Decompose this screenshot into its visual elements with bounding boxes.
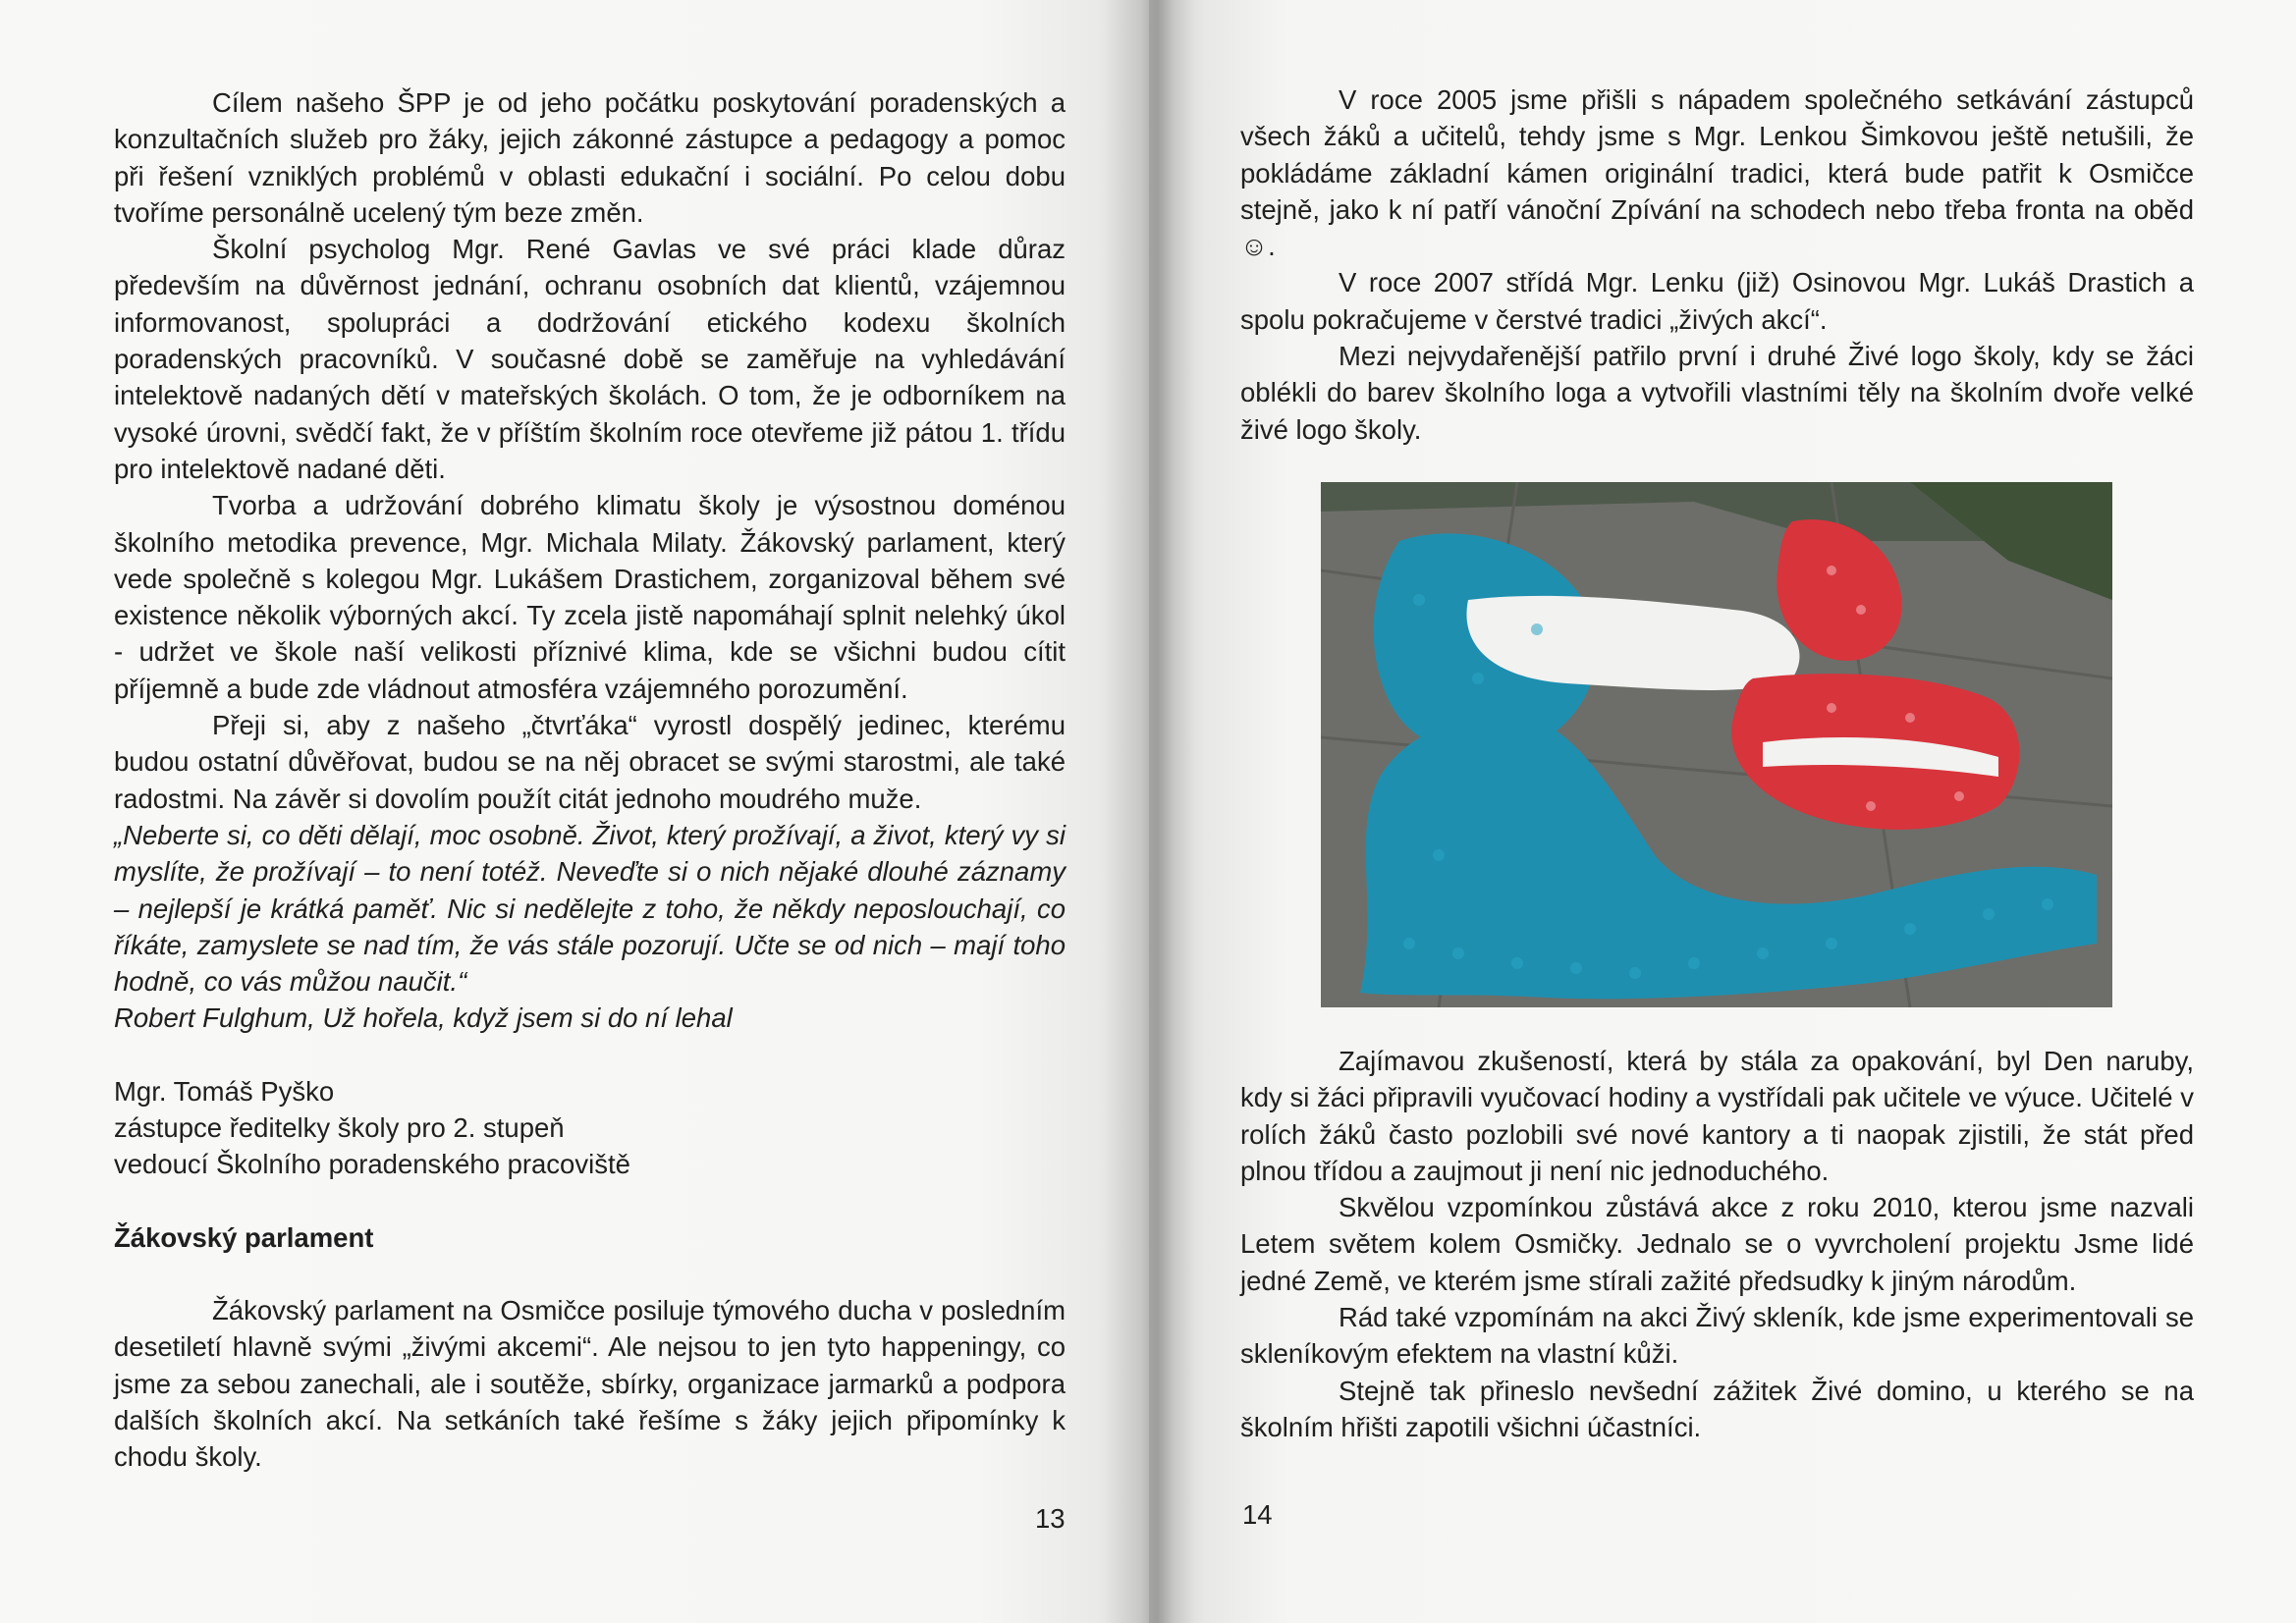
paragraph: Zajímavou zkušeností, která by stála za opakování, byl Den naruby, kdy si žáci připravili vyučovací hodiny a vystřídali pak učitele ve výuce. Učitelé v rolích žáků často pozlobili své nové kantory a ti naopak zjistili, že stát před plnou třídou a zaujmout ji není nic jednoduchého. xyxy=(1240,1046,2194,1186)
quote-source: Robert Fulghum, Už hořela, když jsem si do ní lehal xyxy=(114,1002,733,1034)
paragraph: Cílem našeho ŠPP je od jeho počátku poskytování poradenských a konzultačních služeb pro žáky, jejich zákonné zástupce a pedagogy a pomoc při řešení vzniklých problémů v oblasti edukační i sociální. Po celou dobu tvoříme personálně ucelený tým beze změn. xyxy=(114,87,1066,228)
right-page-text-top xyxy=(1240,81,2194,448)
page-number: 14 xyxy=(1242,1499,1273,1530)
paragraph: Přeji si, aby z našeho „čtvrťáka“ vyrostl dospělý jedinec, kterému budou ostatní důvěřovat, budou se na něj obracet se svými starostmi, ale také radostmi. Na závěr si dovolím použít citát jednoho moudrého muže. xyxy=(114,710,1066,814)
paragraph: Školní psycholog Mgr. René Gavlas ve své práci klade důraz především na důvěrnost jednání, ochranu osobních dat klientů, vzájemnou informovanost, spolupráci a dodržování etického kodexu školních poradenských pracovníků. V současné době se zaměřuje na vyhledávání intelektově nadaných dětí v mateřských školách. O tom, že je odborníkem na vysoké úrovni, svědčí fakt, že v příštím školním roce otevřeme již pátou 1. třídu pro intelektově nadané děti. xyxy=(114,234,1066,484)
paragraph: V roce 2005 jsme přišli s nápadem společného setkávání zástupců všech žáků a učitelů, tehdy jsme s Mgr. Lenkou Šimkovou ještě netušili, že pokládáme základní kámen originální tradici, která bude patřit k Osmičce stejně, jako k ní patří vánoční Zpívání na schodech nebo třeba fronta na oběd☺. xyxy=(1240,84,2194,262)
quote: „Neberte si, co děti dělají, moc osobně. Život, který prožívají, a život, který vy si myslíte, že prožívají – to není totéž. Neveďte si o nich nějaké dlouhé záznamy – nejlepší je krátká paměť. Nic si nedělejte z toho, že někdy neposlouchají, co říkáte, zamyslete se nad tím, že vás stále pozorují. Učte se od nich – mají toho hodně, co vás můžou naučit.“ xyxy=(114,819,1066,998)
paragraph: Mezi nejvydařenější patřilo první i druhé Živé logo školy, kdy se žáci oblékli do barev školního loga a vytvořili vlastními těly na školním dvoře velké živé logo školy. xyxy=(1240,341,2194,445)
signature-role: vedoucí Školního poradenského pracoviště xyxy=(114,1149,630,1180)
live-logo-photo xyxy=(1321,482,2112,1007)
section-heading: Žákovský parlament xyxy=(114,1221,374,1253)
paragraph: Skvělou vzpomínkou zůstává akce z roku 2010, kterou jsme nazvali Letem světem kolem Osmičky. Jednalo se o vyvrcholení projektu Jsme lidé jedné Země, ve kterém jsme stírali zažité předsudky k jiným národům. xyxy=(1240,1192,2194,1296)
left-page-text xyxy=(114,84,1066,1475)
signature-role: zástupce ředitelky školy pro 2. stupeň xyxy=(114,1112,565,1144)
paragraph: V roce 2007 střídá Mgr. Lenku (již) Osinovou Mgr. Lukáš Drastich a spolu pokračujeme v čerstvé tradici „živých akcí“. xyxy=(1240,267,2194,335)
paragraph: Stejně tak přineslo nevšední zážitek Živé domino, u kterého se na školním hřišti zapotili všichni účastníci. xyxy=(1240,1375,2194,1442)
page-number: 13 xyxy=(1035,1503,1066,1534)
paragraph: Tvorba a udržování dobrého klimatu školy je výsostnou doménou školního metodika prevence, Mgr. Michala Milaty. Žákovský parlament, který vede společně s kolegou Mgr. Lukášem Drastichem, zorganizoval během své existence několik výborných akcí. Ty zcela jistě napomáhají splnit nelehký úkol - udržet ve škole naší velikosti příznivé klima, kde se všichni budou cítit příjemně a bude zde vládnout atmosféra vzájemného porozumění. xyxy=(114,490,1066,704)
paragraph: Žákovský parlament na Osmičce posiluje týmového ducha v posledním desetiletí hlavně svými „živými akcemi“. Ale nejsou to jen tyto happeningy, co jsme za sebou zanechali, ale i soutěže, sbírky, organizace jarmarků a podpora dalších školních akcí. Na setkáních také řešíme s žáky jejich připomínky k chodu školy. xyxy=(114,1294,1066,1473)
paragraph: Rád také vzpomínám na akci Živý skleník, kde jsme experimentovali se skleníkovým efektem na vlastní kůži. xyxy=(1240,1302,2194,1370)
signature-name: Mgr. Tomáš Pyško xyxy=(114,1075,335,1107)
right-page-text-bottom xyxy=(1240,1043,2194,1445)
